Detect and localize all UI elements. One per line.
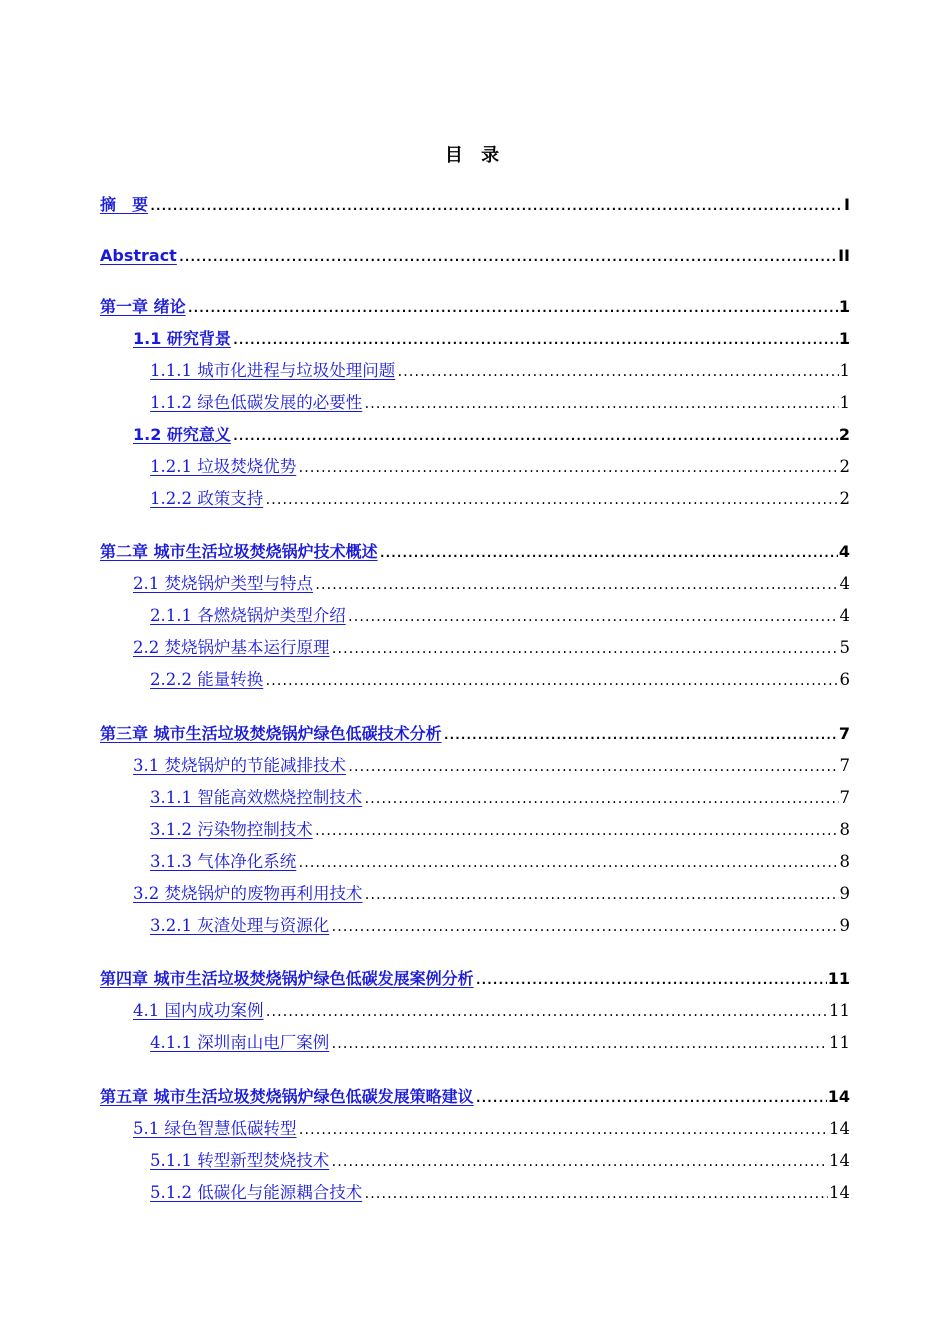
toc-entry-link[interactable]: 第三章 城市生活垃圾焚烧锅炉绿色低碳技术分析 [100, 724, 442, 743]
toc-entry[interactable] [150, 1149, 850, 1173]
toc-title: 目 录 [444, 145, 506, 166]
toc-entry[interactable] [133, 882, 850, 906]
toc-page-number: 1 [838, 329, 850, 348]
toc-entry[interactable] [133, 423, 850, 447]
toc-page-number: 2 [838, 425, 850, 444]
dot-leader [379, 541, 838, 565]
toc-page-number: 14 [829, 1151, 850, 1170]
dot-leader [178, 245, 837, 269]
toc-page-number: 1 [839, 393, 850, 412]
toc-entry-link[interactable]: 1.2 研究意义 [133, 425, 231, 444]
toc-page-number: 1 [839, 361, 850, 380]
toc-entry-link[interactable]: 第一章 绪论 [100, 297, 186, 316]
dot-leader [232, 424, 838, 448]
dot-leader [364, 883, 839, 907]
toc-entry-link[interactable]: 2.1.1 各燃烧锅炉类型介绍 [150, 606, 346, 625]
toc-entry[interactable] [150, 818, 850, 842]
toc-page-number: 4 [839, 574, 850, 593]
dot-leader [314, 819, 839, 843]
toc-page-number: 1 [838, 297, 850, 316]
toc-page-number: 14 [827, 1087, 850, 1106]
dot-leader [363, 392, 838, 416]
dot-leader [187, 296, 838, 320]
toc-entry-link[interactable]: 3.1.2 污染物控制技术 [150, 820, 313, 839]
toc-entry[interactable] [150, 391, 850, 415]
dot-leader [264, 488, 838, 512]
dot-leader [330, 915, 838, 939]
toc-entry[interactable] [150, 1181, 850, 1205]
dot-leader [396, 360, 838, 384]
toc-entry[interactable] [100, 193, 850, 217]
toc-page-number: II [838, 246, 850, 265]
toc-entry[interactable] [150, 604, 850, 628]
dot-leader [331, 637, 839, 661]
toc-page-number: I [844, 195, 850, 214]
toc-entry-link[interactable]: 5.1.2 低碳化与能源耦合技术 [150, 1183, 363, 1202]
toc-entry-link[interactable]: 3.1.3 气体净化系统 [150, 852, 297, 871]
toc-entry-link[interactable]: 1.2.2 政策支持 [150, 489, 264, 508]
toc-entry-link[interactable]: 2.2 焚烧锅炉基本运行原理 [133, 638, 330, 657]
toc-entry-link[interactable]: 3.2 焚烧锅炉的废物再利用技术 [133, 884, 363, 903]
toc-entry-link[interactable]: 4.1.1 深圳南山电厂案例 [150, 1033, 330, 1052]
toc-entry-link[interactable]: 3.1.1 智能高效燃烧控制技术 [150, 788, 363, 807]
toc-entry-link[interactable]: 2.1 焚烧锅炉类型与特点 [133, 574, 313, 593]
toc-entry[interactable] [133, 999, 850, 1023]
toc-entry[interactable] [150, 455, 850, 479]
toc-entry-link[interactable]: 第二章 城市生活垃圾焚烧锅炉技术概述 [100, 542, 378, 561]
toc-page-number: 7 [838, 724, 850, 743]
toc-page-number: 11 [829, 1033, 850, 1052]
toc-entry-link[interactable]: 5.1 绿色智慧低碳转型 [133, 1119, 297, 1138]
dot-leader [330, 1150, 828, 1174]
toc-entry[interactable] [100, 1085, 850, 1109]
toc-page-number: 7 [839, 788, 850, 807]
toc-entry-link[interactable]: Abstract [100, 246, 177, 265]
toc-entry[interactable] [150, 668, 850, 692]
toc-page-number: 14 [829, 1119, 850, 1138]
toc-page-number: 11 [827, 969, 850, 988]
toc-entry[interactable] [100, 295, 850, 319]
dot-leader [475, 1086, 827, 1110]
toc-page-number: 4 [838, 542, 850, 561]
toc-page-number: 14 [829, 1183, 850, 1202]
dot-leader [363, 787, 838, 811]
toc-entry[interactable] [150, 914, 850, 938]
dot-leader [330, 1032, 828, 1056]
dot-leader [314, 573, 839, 597]
toc-page-number: 5 [839, 638, 850, 657]
toc-entry[interactable] [150, 487, 850, 511]
toc-entry-link[interactable]: 4.1 国内成功案例 [133, 1001, 264, 1020]
dot-leader [347, 755, 839, 779]
toc-entry[interactable] [133, 636, 850, 660]
toc-entry[interactable] [133, 572, 850, 596]
toc-page-number: 11 [829, 1001, 850, 1020]
toc-page-number: 9 [839, 884, 850, 903]
toc-entry-link[interactable]: 3.1 焚烧锅炉的节能减排技术 [133, 756, 346, 775]
toc-entry-link[interactable]: 摘 要 [100, 195, 149, 214]
toc-entry[interactable] [150, 850, 850, 874]
dot-leader [297, 851, 838, 875]
toc-page-number: 9 [839, 916, 850, 935]
toc-entry-link[interactable]: 2.2.2 能量转换 [150, 670, 264, 689]
toc-entry[interactable] [150, 359, 850, 383]
toc-entry-link[interactable]: 第四章 城市生活垃圾焚烧锅炉绿色低碳发展案例分析 [100, 969, 474, 988]
toc-page-number: 6 [839, 670, 850, 689]
toc-entry[interactable] [133, 327, 850, 351]
toc-entry[interactable] [133, 1117, 850, 1141]
toc-entry-link[interactable]: 5.1.1 转型新型焚烧技术 [150, 1151, 330, 1170]
dot-leader [265, 1000, 829, 1024]
dot-leader [347, 605, 839, 629]
dot-leader [264, 669, 838, 693]
toc-entry[interactable] [100, 967, 850, 991]
toc-page-number: 8 [839, 852, 850, 871]
toc-entry-link[interactable]: 1.1.1 城市化进程与垃圾处理问题 [150, 361, 396, 380]
toc-page-number: 8 [839, 820, 850, 839]
toc-entry[interactable] [150, 786, 850, 810]
dot-leader [443, 723, 838, 747]
toc-page-number: 2 [839, 489, 850, 508]
toc-page-number: 2 [839, 457, 850, 476]
dot-leader [298, 1118, 829, 1142]
dot-leader [297, 456, 838, 480]
dot-leader [363, 1182, 828, 1206]
toc-entry-link[interactable]: 1.1.2 绿色低碳发展的必要性 [150, 393, 363, 412]
toc-entry[interactable] [133, 754, 850, 778]
toc-entry-link[interactable]: 3.2.1 灰渣处理与资源化 [150, 916, 330, 935]
toc-page-number: 7 [839, 756, 850, 775]
toc-entry[interactable] [100, 244, 850, 268]
toc-entry-link[interactable]: 1.1 研究背景 [133, 329, 231, 348]
dot-leader [475, 968, 827, 992]
toc-page-number: 4 [839, 606, 850, 625]
dot-leader [232, 328, 838, 352]
dot-leader [149, 194, 843, 218]
toc-entry[interactable] [100, 722, 850, 746]
toc-entry-link[interactable]: 第五章 城市生活垃圾焚烧锅炉绿色低碳发展策略建议 [100, 1087, 474, 1106]
toc-entry-link[interactable]: 1.2.1 垃圾焚烧优势 [150, 457, 297, 476]
toc-entry[interactable] [100, 540, 850, 564]
toc-entry[interactable] [150, 1031, 850, 1055]
